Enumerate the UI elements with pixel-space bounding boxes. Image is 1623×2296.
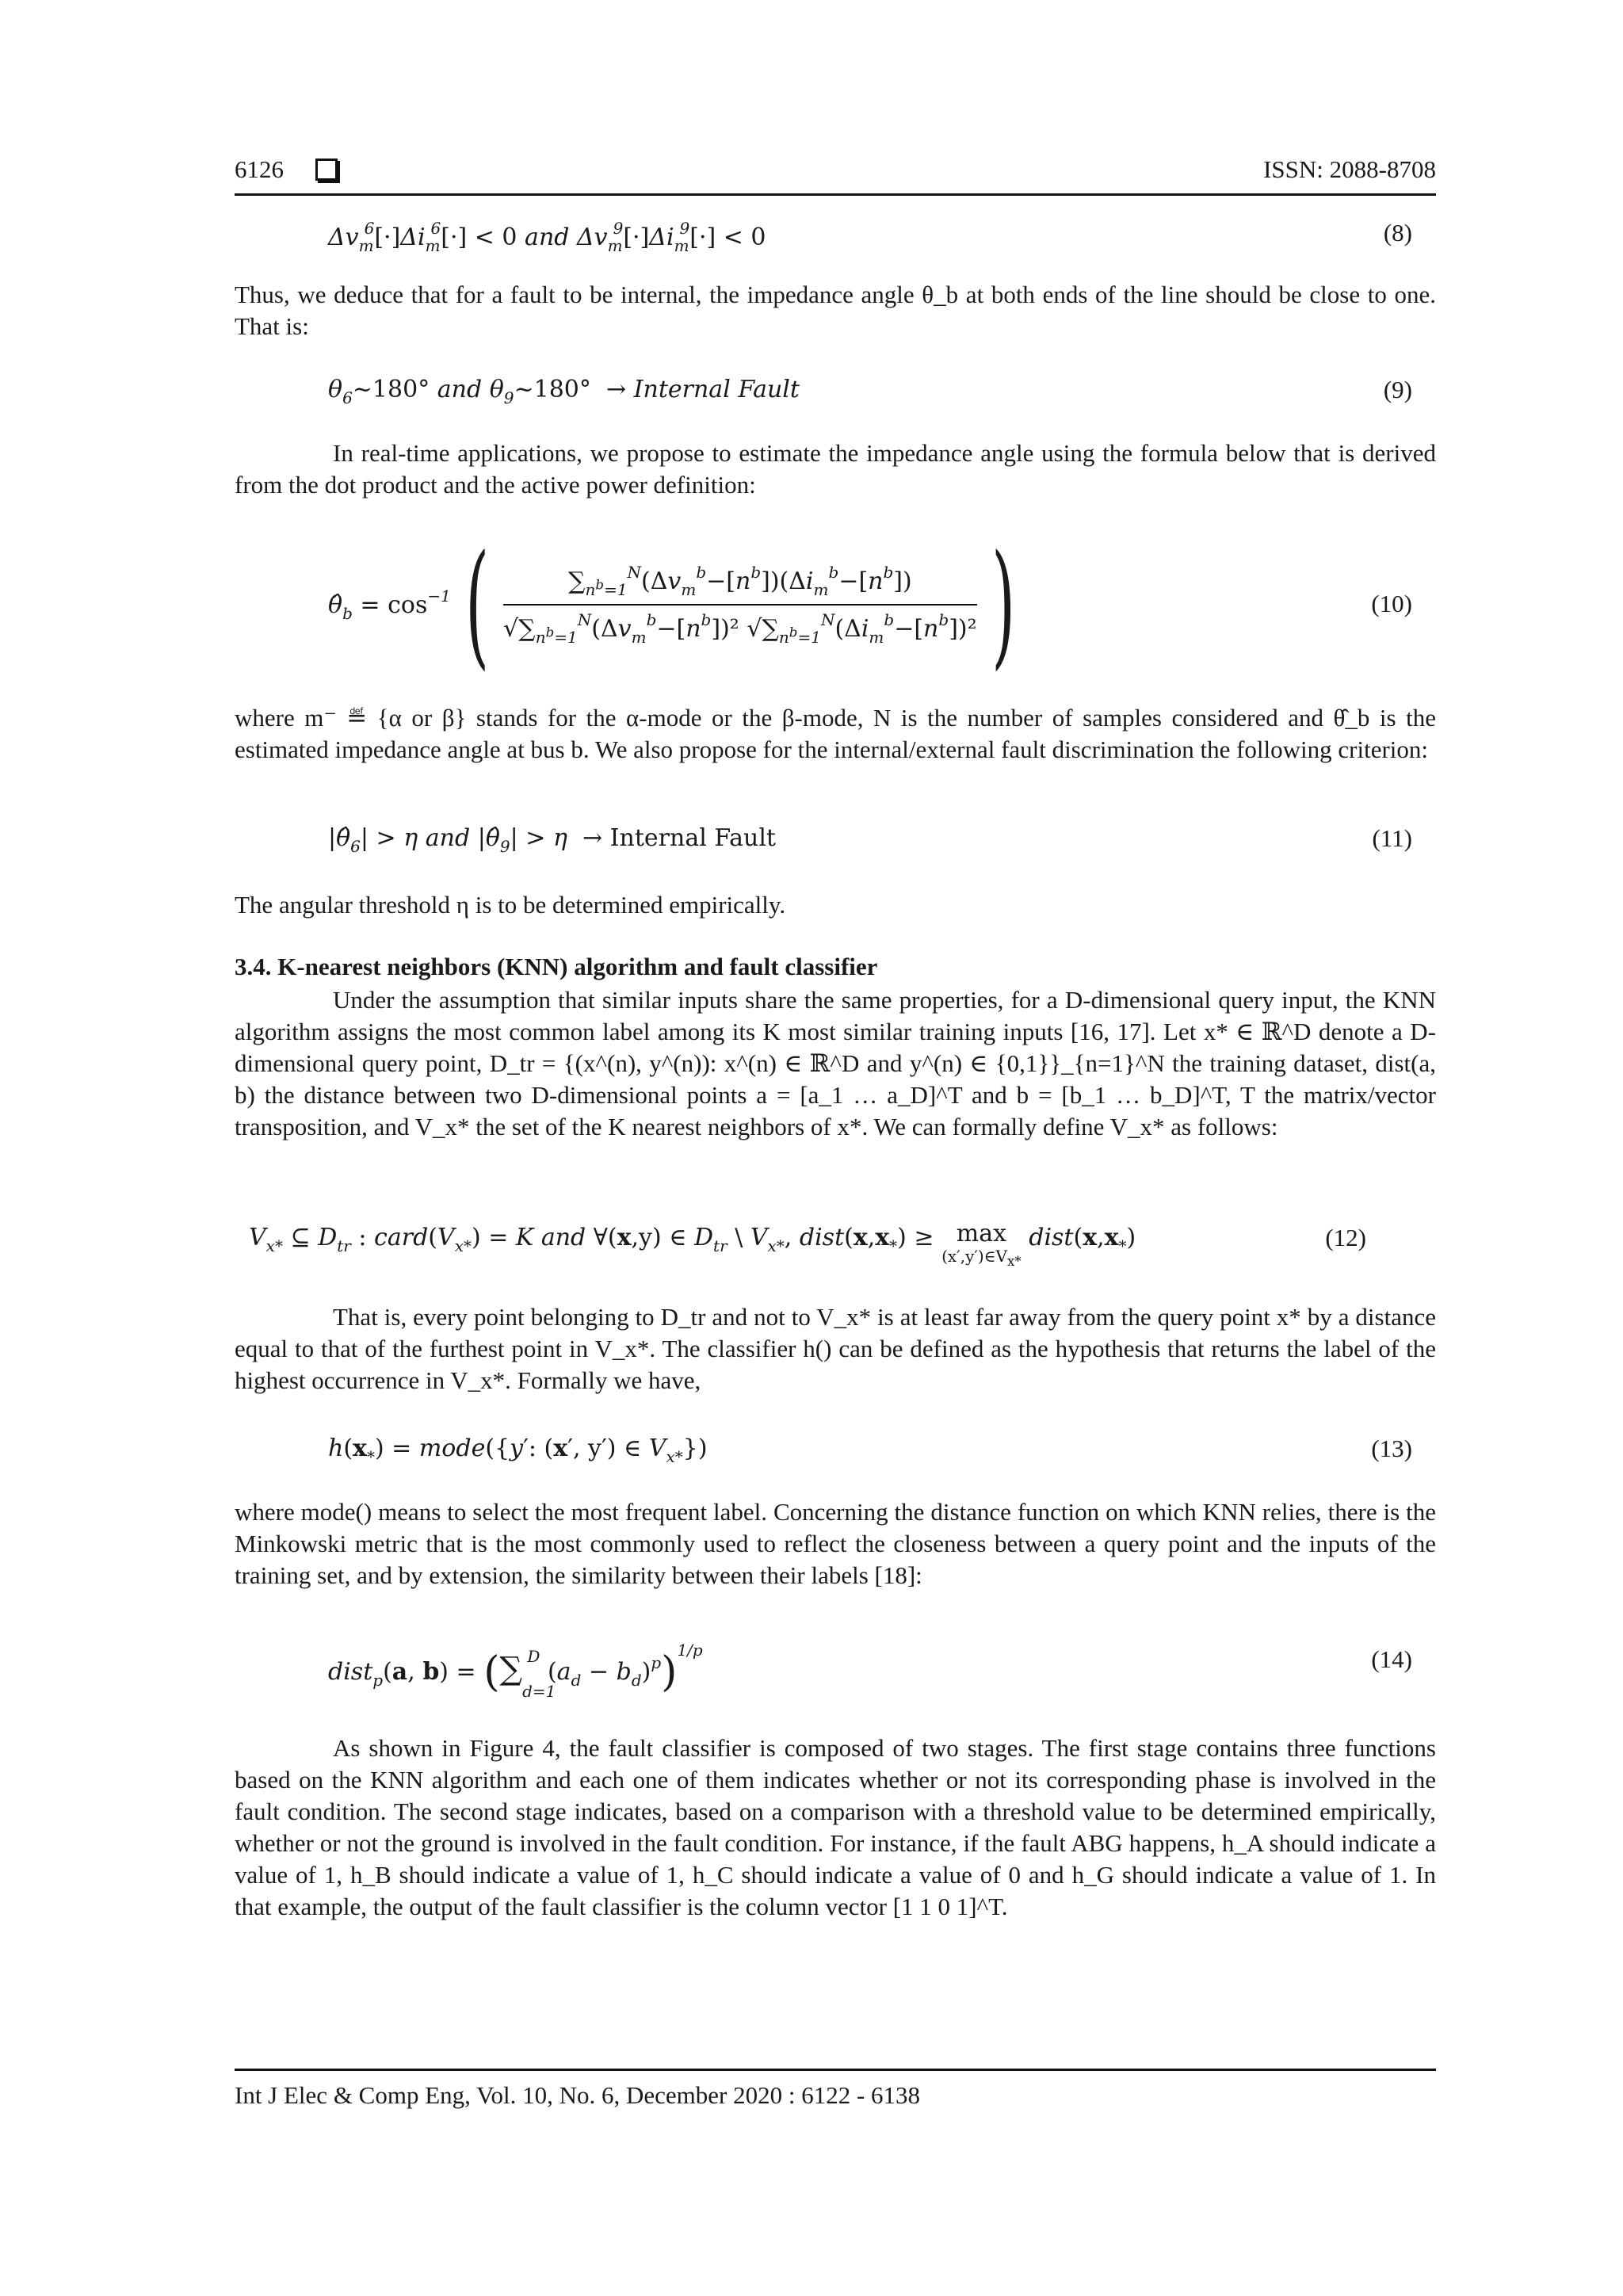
footer-rule bbox=[235, 2069, 1436, 2071]
equation-14-body: dist$_p$(a, $b) = (\sum_{d=1}^D$ $(a_d - b_d)^p)^{1/p}$ bbox=[328, 1641, 703, 1701]
left-paren: ( bbox=[465, 526, 489, 683]
equation-11 bbox=[235, 824, 1436, 872]
header-rule bbox=[235, 193, 1436, 196]
page-number: 6126 bbox=[235, 155, 284, 183]
equation-9-number: (9) bbox=[1383, 376, 1412, 403]
equation-8 bbox=[235, 219, 1436, 266]
paragraph-8 bbox=[235, 1733, 1436, 1923]
paragraph-3-text: where m⁻ ≝ {α or β} stands for the α-mode or the β-mode, N is the number of samples considered and θ̂_b is the estimated impedance angle at bus b. We also propose for the internal/external fault discrimination the following criterion: bbox=[235, 704, 1436, 763]
journal-box-icon bbox=[315, 159, 338, 181]
equation-12-body: $V_{x*}$ ⊆ $D_{tr}$ : $card(V_{x*}) = K$ and ∀(x,y) ∈ $D_{tr}$ \ $V_{x*}$, $dist(x,x_*) \ge \max$ $(x',y')\in V_{x*}$ $dist(x,x_*)$ bbox=[249, 1220, 1136, 1269]
equation-10-fraction: $\frac{\sum_{n^b=1}^N(\Delta v_m^b-[n^b])(\Delta i_m^b-[n^b])}{√\sum_{n^b=1}^N(\Delta v_m^b-[n^b])^2 √\sum_{n^b=1}^N(\Delta i_m^b-[n^b])^2}$ bbox=[503, 563, 977, 647]
paragraph-4 bbox=[235, 889, 1436, 921]
paragraph-5-text: Under the assumption that similar inputs share the same properties, for a D-dimensional query input, the KNN algorithm assigns the most common label among its K most similar training inputs [16, 17]. Let x* ∈ ℝ^D denote a D-dimensional query point, D_tr = {(x^(n), y^(n)): x^(n) ∈ ℝ^D and y^(n) ∈ {0,1}}_{n=1}^N the training dataset, dist(a, b) the distance between two D-dimensional points a = [a_1 … a_D]^T and b = [b_1 … b_D]^T, T the matrix/vector transposition, and V_x* the set of the K nearest neighbors of x*. We can formally define V_x* as follows: bbox=[235, 986, 1436, 1140]
paragraph-2 bbox=[235, 437, 1436, 501]
paragraph-6-text: That is, every point belonging to D_tr and not to V_x* is at least far away from the query point x* by a distance equal to that of the furthest point in V_x*. The classifier h() can be defined as the hypothesis that returns the label of the highest occurrence in V_x*. Formally we have, bbox=[235, 1303, 1436, 1394]
equation-13 bbox=[235, 1435, 1436, 1482]
equation-12-number: (12) bbox=[1325, 1224, 1366, 1251]
paragraph-1 bbox=[235, 279, 1436, 342]
equation-10-body: $\thetâ_b = \cos^{-1}$ ( $\frac{\sum_{n^b=1}^N(\Delta v_m^b-[n^b])(\Delta i_m^b-[n^b])}{√\sum_{n^b=1}^N(\Delta v_m^b-[n^b])^2 √\sum_{n^b=1}^N(\Delta i_m^b-[n^b])^2}$ ) bbox=[328, 526, 1015, 683]
paragraph-4-text: The angular threshold η is to be determined empirically. bbox=[235, 891, 786, 919]
equation-8-number: (8) bbox=[1383, 219, 1412, 246]
equation-11-number: (11) bbox=[1372, 824, 1412, 852]
section-heading: 3.4. K-nearest neighbors (KNN) algorithm and fault classifier bbox=[235, 953, 878, 980]
equation-9-body: $\theta_6\sim 180^\circ$ and $\theta_9\sim 180^\circ$ → Internal Fault bbox=[328, 376, 800, 407]
equation-10-number: (10) bbox=[1371, 590, 1412, 617]
paragraph-2-text: In real-time applications, we propose to estimate the impedance angle using the formula below that is derived from the dot product and the active power definition: bbox=[235, 439, 1436, 499]
paragraph-7-text: where mode() means to select the most frequent label. Concerning the distance function on which KNN relies, there is the Minkowski metric that is the most commonly used to reflect the closeness between a query point and the inputs of the training set, and by extension, the similarity between their labels [18]: bbox=[235, 1498, 1436, 1589]
equation-10 bbox=[235, 526, 1436, 683]
equation-8-body: $\Delta v_m^6[\cdot]\Delta i_m^6[\cdot] < 0$ and $\Delta v_m^9[\cdot]\Delta i_m^9[\cdot] < 0$ bbox=[328, 219, 766, 255]
issn: ISSN: 2088-8708 bbox=[1263, 155, 1436, 183]
page-header-left bbox=[235, 155, 338, 184]
equation-11-body: $|\thetâ_6| > \eta$ and $|\thetâ_9| > \eta$ → Internal Fault bbox=[328, 824, 776, 856]
equation-14-number: (14) bbox=[1371, 1645, 1412, 1673]
right-paren: ) bbox=[991, 526, 1015, 683]
equation-13-body: $h(x_*)$ = mode({y′: (x′, y′) ∈ $V_{x*}$}) bbox=[328, 1435, 708, 1466]
equation-9 bbox=[235, 376, 1436, 423]
equation-12 bbox=[235, 1220, 1436, 1271]
equation-13-number: (13) bbox=[1371, 1435, 1412, 1462]
paragraph-5 bbox=[235, 984, 1436, 1143]
equation-14 bbox=[235, 1629, 1436, 1717]
paragraph-6 bbox=[235, 1301, 1436, 1396]
paragraph-3 bbox=[235, 702, 1436, 766]
paragraph-7 bbox=[235, 1496, 1436, 1591]
paragraph-8-text: As shown in Figure 4, the fault classifier is composed of two stages. The first stage contains three functions based on the KNN algorithm and each one of them indicates whether or not its corresponding phase is involved in the fault condition. The second stage indicates, based on a comparison with a threshold value to be determined empirically, whether or not the ground is involved in the fault condition. For instance, if the fault ABG happens, h_A should indicate a value of 1, h_B should indicate a value of 1, h_C should indicate a value of 0 and h_G should indicate a value of 1. In that example, the output of the fault classifier is the column vector [1 1 0 1]^T. bbox=[235, 1734, 1436, 1920]
page-footer: Int J Elec & Comp Eng, Vol. 10, No. 6, December 2020 : 6122 - 6138 bbox=[235, 2081, 921, 2109]
paragraph-1-text: Thus, we deduce that for a fault to be internal, the impedance angle θ_b at both ends of the line should be close to one. That is: bbox=[235, 281, 1436, 340]
